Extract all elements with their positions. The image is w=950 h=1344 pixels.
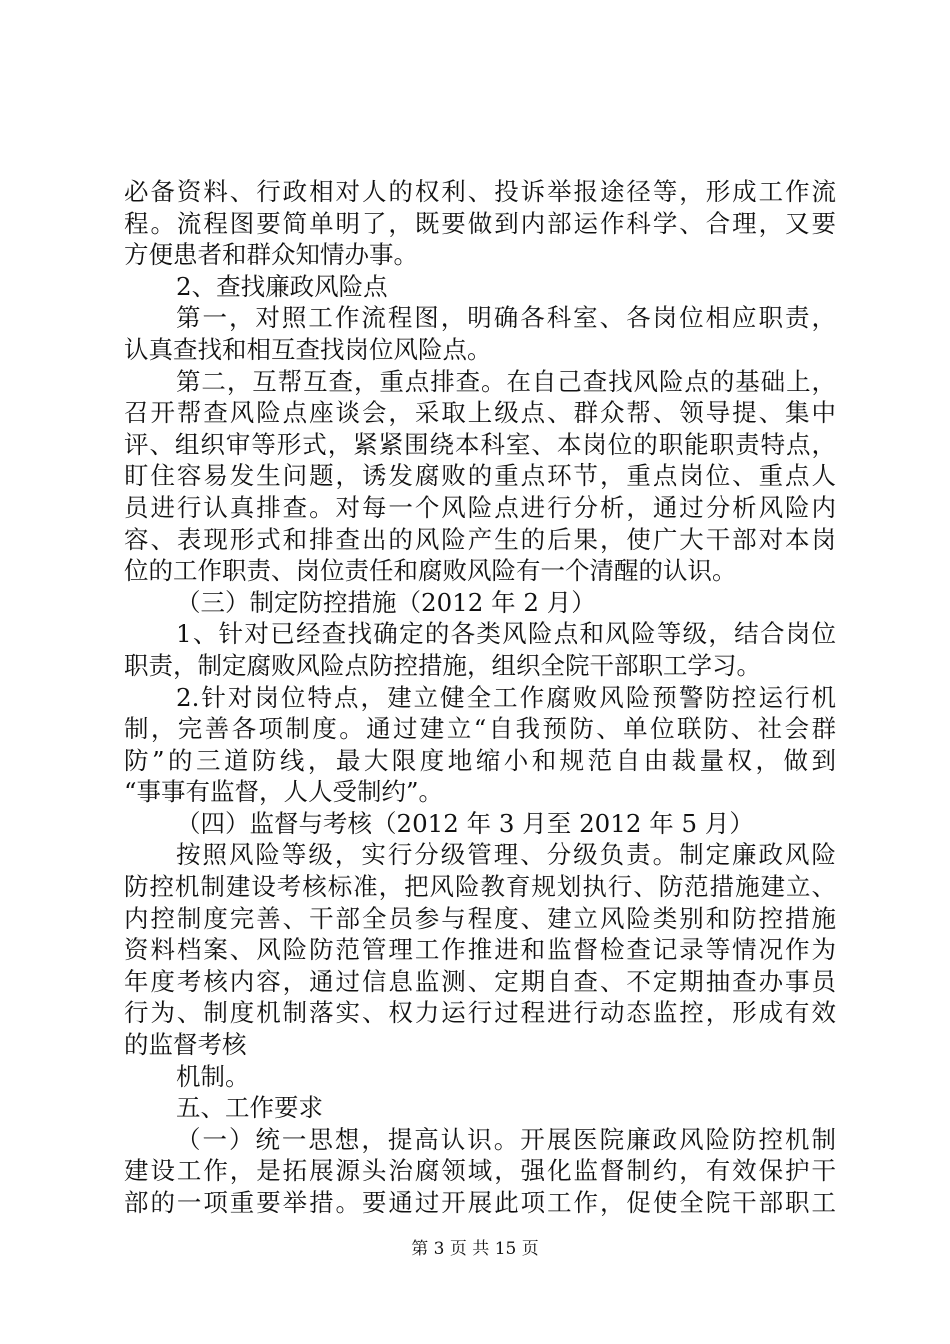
page-footer: 第 3 页 共 15 页 xyxy=(411,1239,539,1259)
text-line: （四）监督与考核（2012 年 3 月至 2012 年 5 月） xyxy=(176,808,754,838)
text-line: 员进行认真排查。对每一个风险点进行分析，通过分析风险内 xyxy=(124,492,836,522)
text-line: 第二，互帮互查，重点排查。在自己查找风险点的基础上， xyxy=(176,366,836,396)
text-line: （三）制定防控措施（2012 年 2 月） xyxy=(176,587,596,617)
text-line: 防”的三道防线，最大限度地缩小和规范自由裁量权，做到 xyxy=(124,745,836,775)
text-line: 按照风险等级，实行分级管理、分级负责。制定廉政风险 xyxy=(176,840,836,870)
text-line: 评、组织审等形式，紧紧围绕本科室、本岗位的职能职责特点， xyxy=(124,429,836,459)
text-line: 资料档案、风险防范管理工作推进和监督检查记录等情况作为 xyxy=(124,935,836,965)
text-line: 部的一项重要举措。要通过开展此项工作，促使全院干部职工 xyxy=(124,1188,836,1217)
text-line: 位的工作职责、岗位责任和腐败风险有一个清醒的认识。 xyxy=(124,556,737,586)
text-line: 程。流程图要简单明了，既要做到内部运作科学、合理，又要 xyxy=(124,208,836,238)
text-line: 制，完善各项制度。通过建立“自我预防、单位联防、社会群 xyxy=(124,714,836,744)
text-line: 内控制度完善、干部全员参与程度、建立风险类别和防控措施 xyxy=(124,903,836,933)
text-line: 行为、制度机制落实、权力运行过程进行动态监控，形成有效 xyxy=(124,998,836,1028)
text-line: 第一，对照工作流程图，明确各科室、各岗位相应职责， xyxy=(176,303,836,333)
text-line: 盯住容易发生问题，诱发腐败的重点环节，重点岗位、重点人 xyxy=(124,461,836,491)
text-line: 容、表现形式和排查出的风险产生的后果，使广大干部对本岗 xyxy=(124,524,836,554)
text-line: 五、工作要求 xyxy=(176,1093,323,1123)
text-line: 年度考核内容，通过信息监测、定期自查、不定期抽查办事员 xyxy=(124,966,836,996)
text-line: 建设工作，是拓展源头治腐领域，强化监督制约，有效保护干 xyxy=(124,1156,836,1186)
text-line: 2.针对岗位特点，建立健全工作腐败风险预警防控运行机 xyxy=(176,682,836,712)
text-line: 1、针对已经查找确定的各类风险点和风险等级，结合岗位 xyxy=(176,619,836,649)
text-line: 方便患者和群众知情办事。 xyxy=(124,240,418,270)
text-line: （一）统一思想，提高认识。开展医院廉政风险防控机制 xyxy=(176,1124,836,1154)
text-line: 2、查找廉政风险点 xyxy=(176,271,388,301)
text-line: 必备资料、行政相对人的权利、投诉举报途径等，形成工作流 xyxy=(124,177,836,206)
text-line: 的监督考核 xyxy=(124,1030,247,1060)
text-line: 防控机制建设考核标准，把风险教育规划执行、防范措施建立、 xyxy=(124,872,836,902)
text-line: 召开帮查风险点座谈会，采取上级点、群众帮、领导提、集中 xyxy=(124,398,836,428)
text-line: “事事有监督，人人受制约”。 xyxy=(124,777,444,807)
text-line: 机制。 xyxy=(176,1061,250,1091)
text-line: 认真查找和相互查找岗位风险点。 xyxy=(124,334,492,364)
document-body xyxy=(124,176,836,1219)
text-line: 职责，制定腐败风险点防控措施，组织全院干部职工学习。 xyxy=(124,650,761,680)
